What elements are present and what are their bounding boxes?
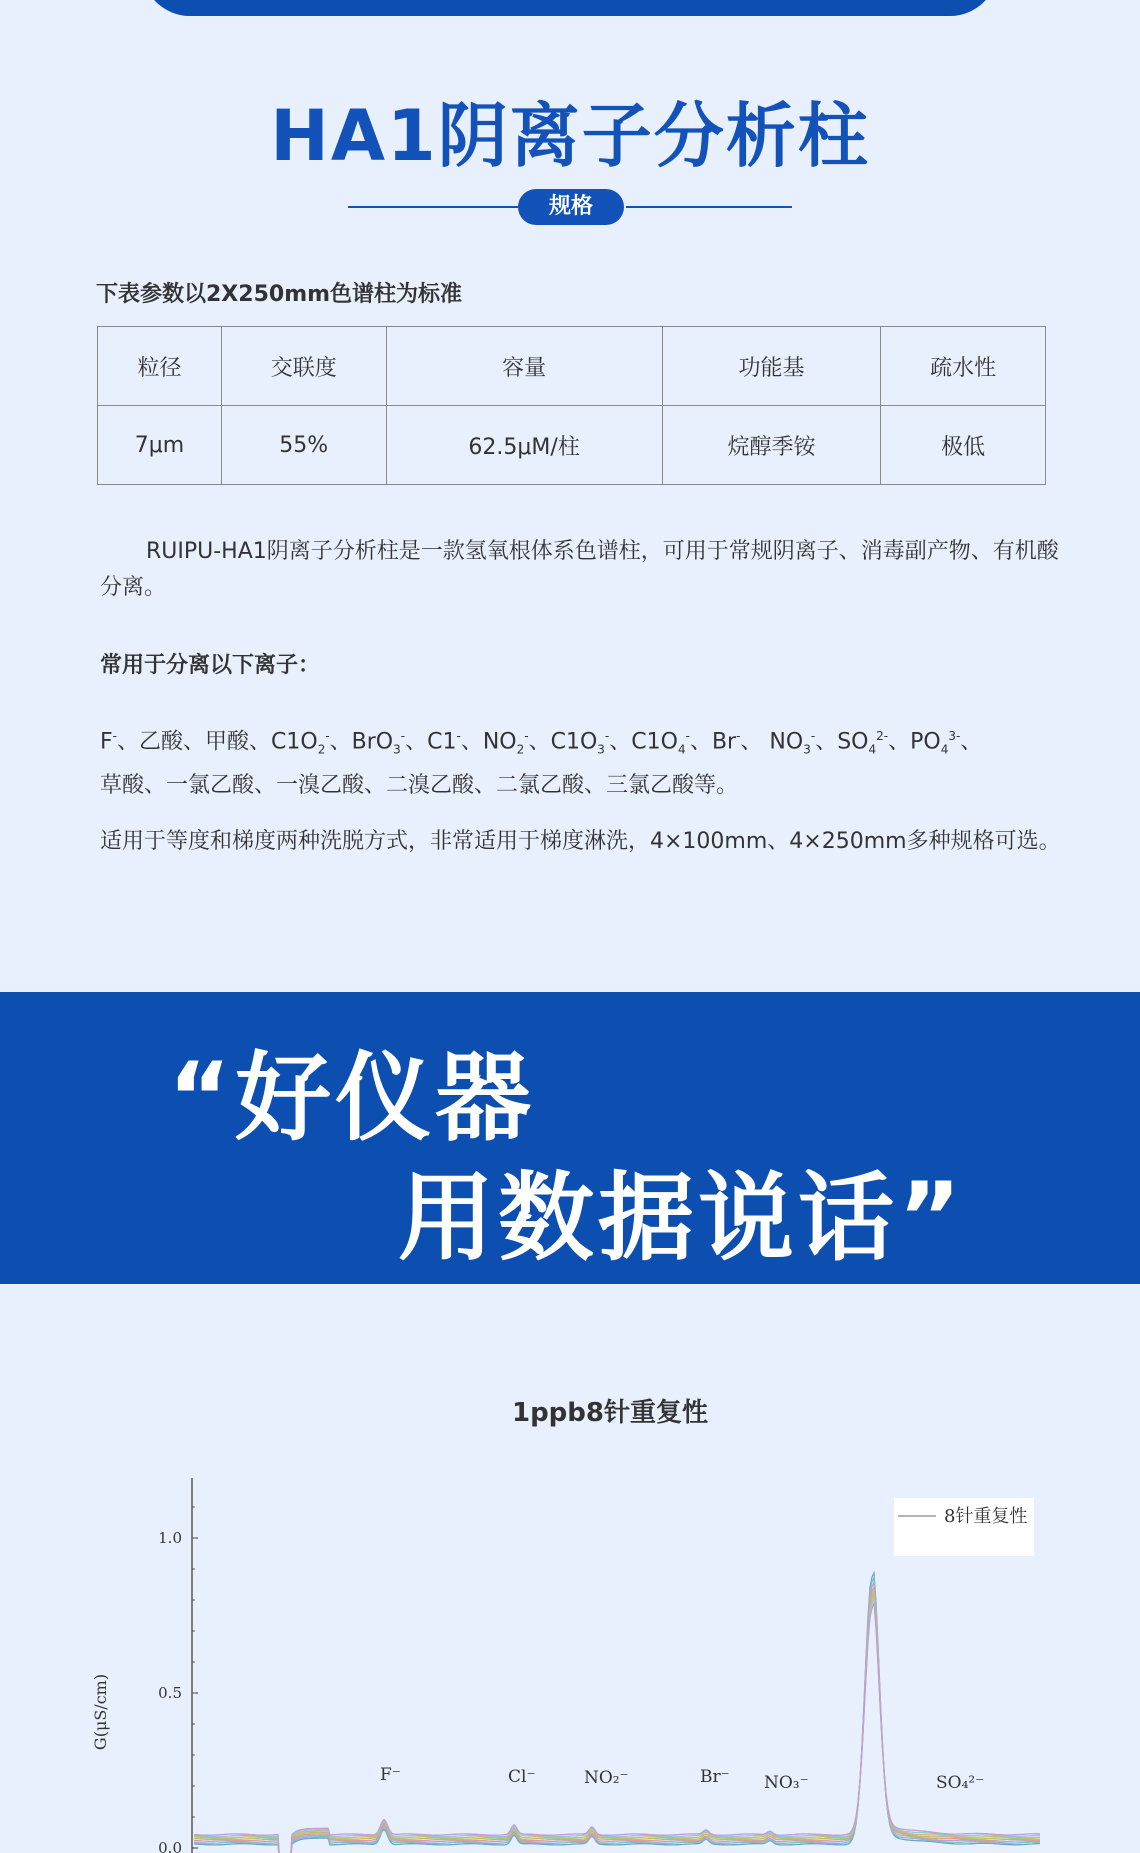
series-line xyxy=(194,1578,1040,1853)
title-divider-right xyxy=(626,206,792,208)
peak-label: SO₄²⁻ xyxy=(936,1773,985,1793)
peak-label: Br⁻ xyxy=(700,1767,730,1787)
header-cell: 容量 xyxy=(386,327,662,406)
title-divider-left xyxy=(348,206,518,208)
ions-list-line1: F-、乙酸、甲酸、$C1O_2^-$、BrO$_3$-、C1-、$NO_2^-$、$C1O_3^-$、$C1O_4^-$、Br-、 $NO_3^-$、$SO_4^{2-}$、$PO_4^{3-}$、 xyxy=(100,729,983,757)
series-line xyxy=(194,1573,1040,1853)
ions-heading: 常用于分离以下离子： xyxy=(100,653,321,678)
spec-table xyxy=(97,326,1046,485)
value-cell: 烷醇季铵 xyxy=(662,406,881,485)
spec-value-row xyxy=(98,406,1046,485)
slogan-line2: 用数据说话” xyxy=(398,1162,966,1274)
series-line xyxy=(194,1603,1040,1853)
y-axis-label: G(μS/cm) xyxy=(91,1673,110,1751)
header-cell: 粒径 xyxy=(98,327,222,406)
slogan-line1: “好仪器 xyxy=(168,1042,536,1154)
value-cell: 55% xyxy=(221,406,386,485)
y-tick-label: 0.0 xyxy=(158,1839,182,1853)
page-title: HA1阴离子分析柱 xyxy=(270,95,870,177)
series-line xyxy=(194,1595,1040,1853)
series-line xyxy=(194,1583,1040,1853)
usage-paragraph: 适用于等度和梯度两种洗脱方式，非常适用于梯度淋洗，4×100mm、4×250mm多种规格可选。 xyxy=(100,829,1061,854)
peak-label: NO₂⁻ xyxy=(584,1768,629,1788)
table-caption: 下表参数以2X250mm色谱柱为标准 xyxy=(96,282,463,307)
y-tick-label: 0.5 xyxy=(158,1684,182,1702)
series-line xyxy=(194,1587,1040,1853)
header-cell: 交联度 xyxy=(221,327,386,406)
top-banner-edge xyxy=(142,0,998,16)
series-line xyxy=(194,1599,1040,1853)
value-cell: 极低 xyxy=(881,406,1046,485)
intro-paragraph: RUIPU-HA1阴离子分析柱是一款氢氧根体系色谱柱，可用于常规阴离子、消毒副产物、有机酸分离。 xyxy=(100,539,1059,600)
chart-title: 1ppb8针重复性 xyxy=(511,1398,709,1428)
legend-label: 8针重复性 xyxy=(944,1506,1028,1527)
header-cell: 功能基 xyxy=(662,327,881,406)
peak-label: Cl⁻ xyxy=(508,1767,536,1787)
value-cell: 62.5μM/柱 xyxy=(386,406,662,485)
spec-badge: 规格 xyxy=(518,189,624,225)
value-cell: 7μm xyxy=(98,406,222,485)
header-cell: 疏水性 xyxy=(881,327,1046,406)
peak-label: F⁻ xyxy=(380,1765,401,1785)
ions-list xyxy=(100,718,1080,804)
series-line xyxy=(194,1591,1040,1853)
peak-label: NO₃⁻ xyxy=(764,1773,809,1793)
ions-list-line2: 草酸、一氯乙酸、一溴乙酸、二溴乙酸、二氯乙酸、三氯乙酸等。 xyxy=(100,772,739,798)
chromatogram-chart xyxy=(0,1450,1140,1853)
spec-header-row xyxy=(98,327,1046,406)
y-tick-label: 1.0 xyxy=(158,1529,182,1547)
